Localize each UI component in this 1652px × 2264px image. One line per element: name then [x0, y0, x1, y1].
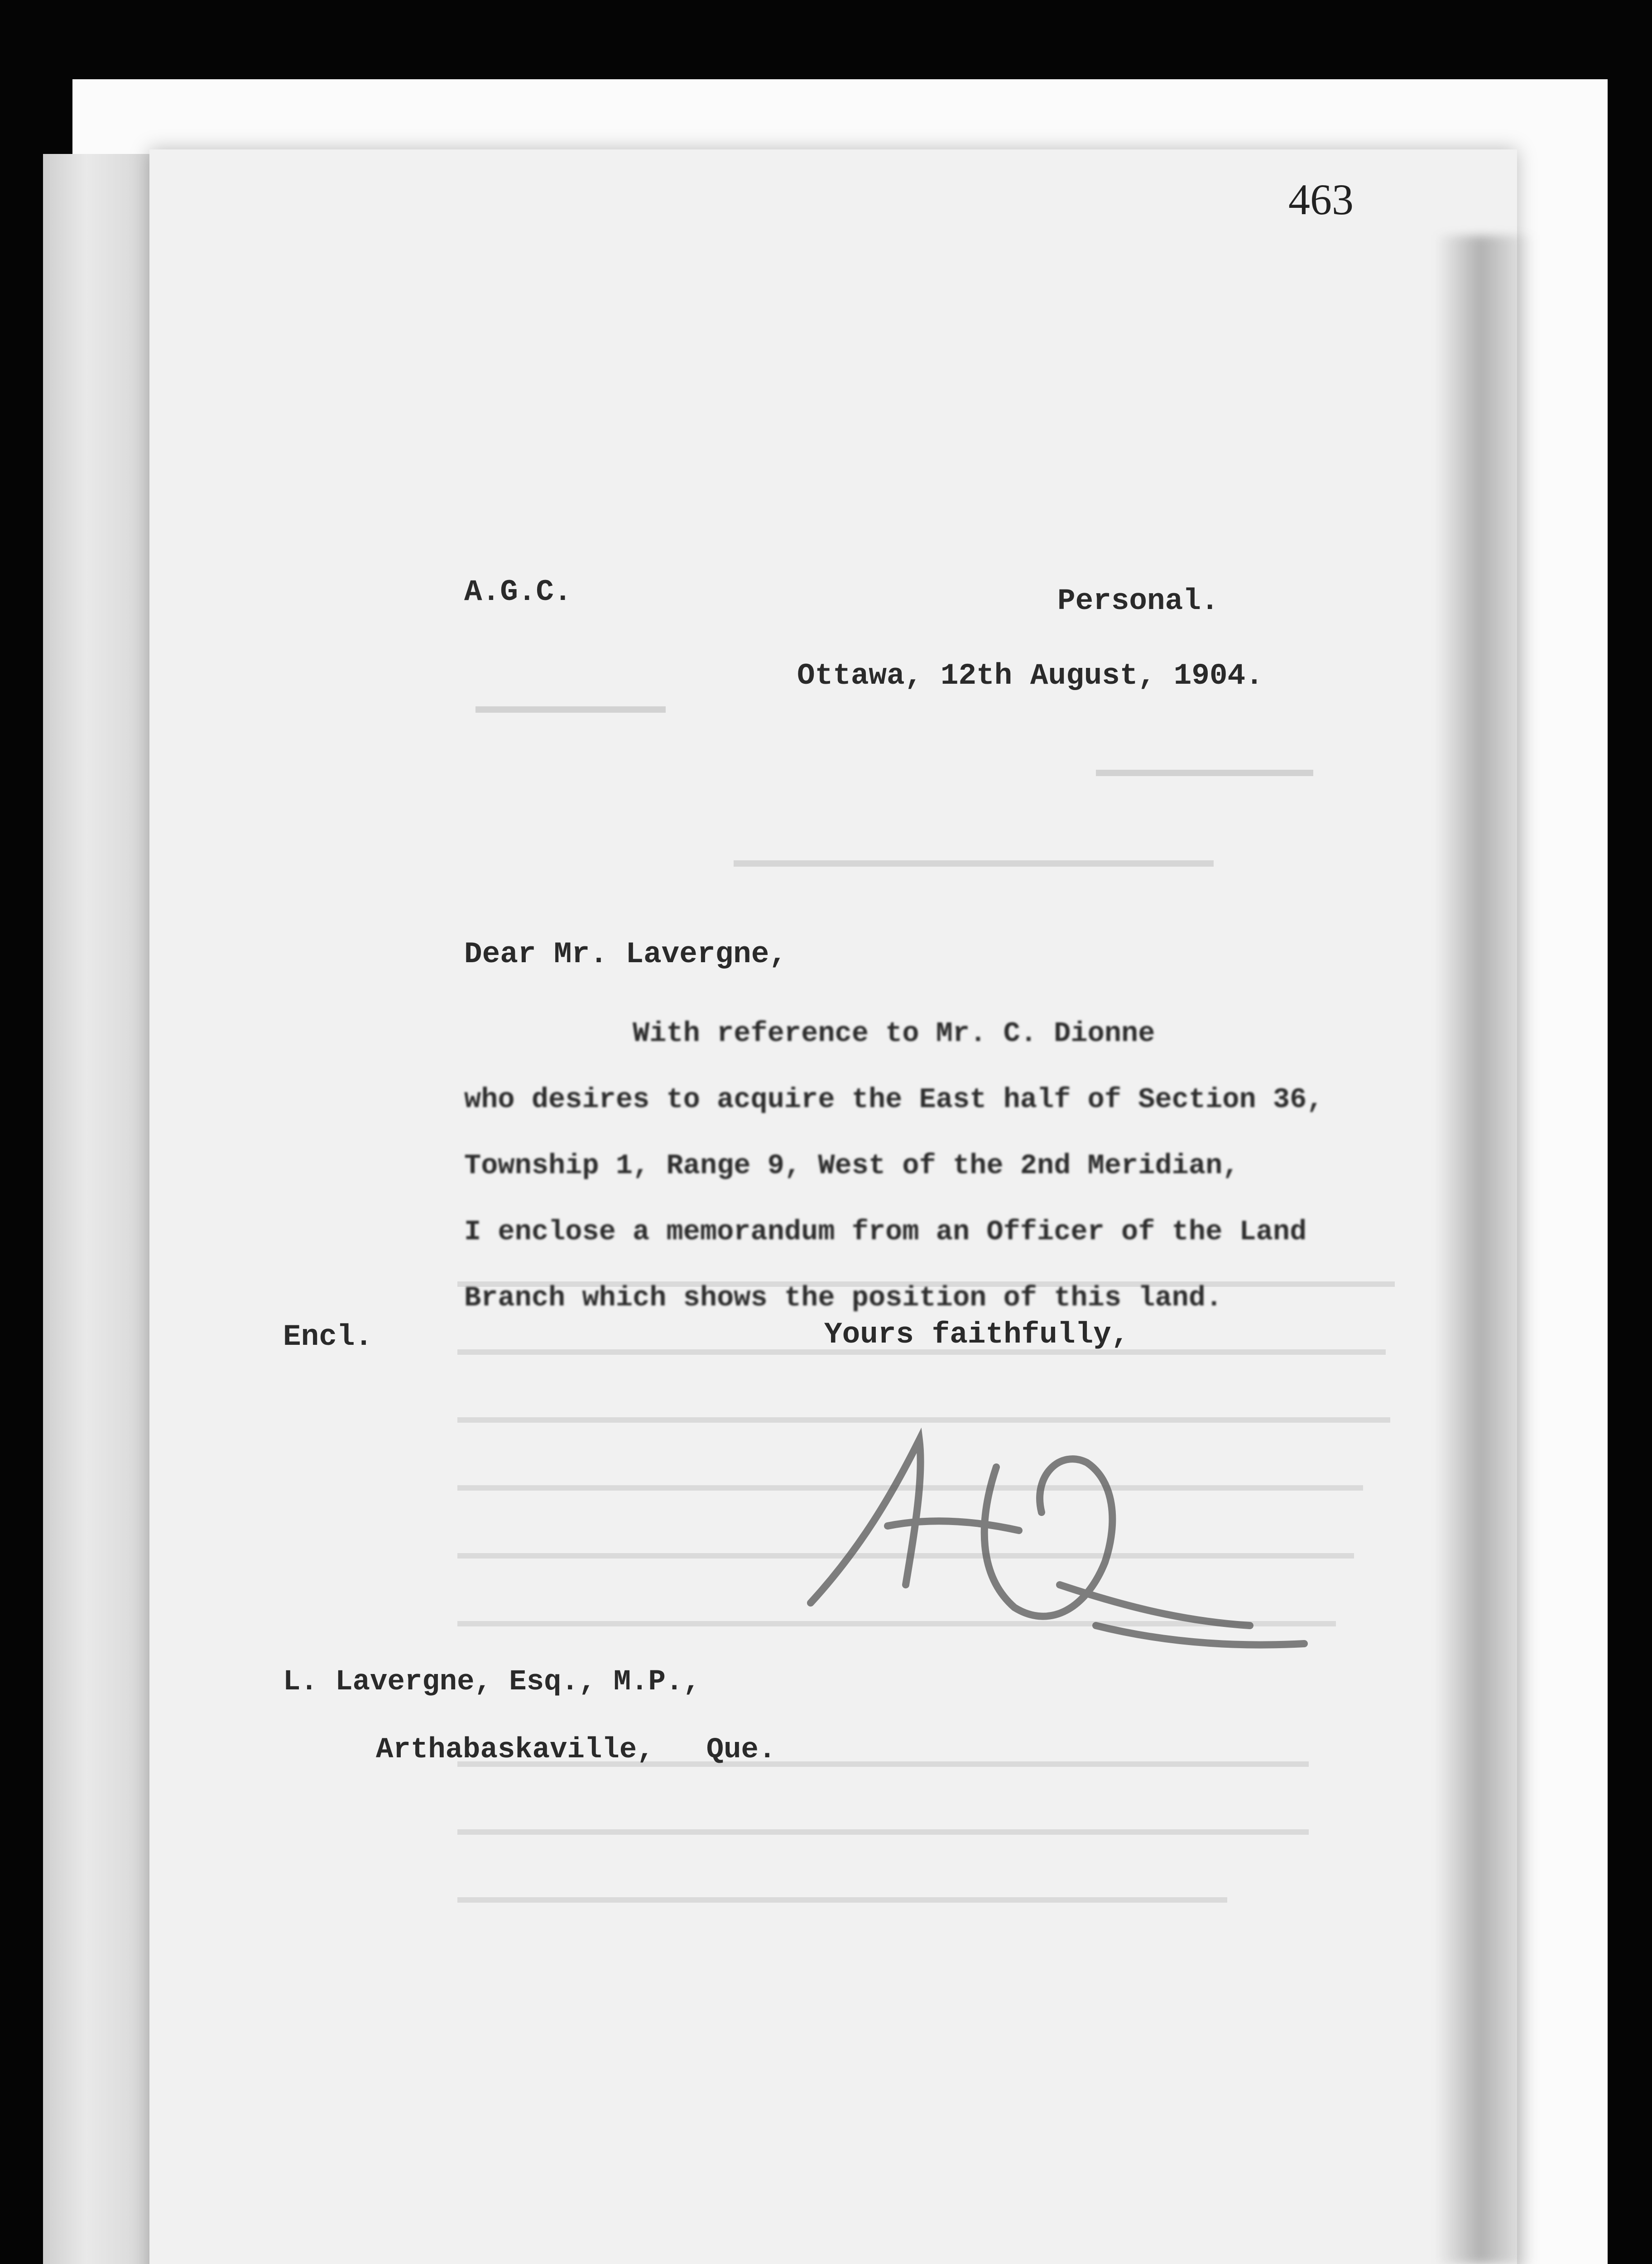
closing: Yours faithfully,	[824, 1318, 1129, 1352]
letter-body	[464, 1001, 1447, 1331]
bleed-through-mark	[457, 1829, 1309, 1835]
body-line: Township 1, Range 9, West of the 2nd Meridian,	[464, 1150, 1239, 1182]
recipient-address: Arthabaskaville, Que.	[376, 1734, 776, 1766]
bleed-through-mark	[1096, 770, 1313, 776]
classification-mark: Personal.	[1057, 584, 1219, 618]
recipient-block	[283, 1648, 776, 1784]
salutation: Dear Mr. Lavergne,	[464, 937, 787, 971]
body-line: I enclose a memorandum from an Officer of the Land	[464, 1216, 1307, 1248]
page-number: 463	[1288, 175, 1354, 224]
bleed-through-mark	[734, 860, 1214, 867]
page-fold-shadow	[1436, 235, 1535, 2264]
binding-strip	[43, 154, 152, 2264]
recipient-name: L. Lavergne, Esq., M.P.,	[283, 1666, 701, 1698]
enclosure-note: Encl.	[283, 1320, 373, 1354]
body-line: With reference to Mr. C. Dionne	[464, 1017, 1155, 1050]
reference-initials: A.G.C.	[464, 575, 572, 609]
bleed-through-mark	[457, 1897, 1227, 1903]
body-line: Branch which shows the position of this land.	[464, 1282, 1223, 1314]
bleed-through-mark	[475, 706, 666, 713]
handwritten-signature	[743, 1413, 1377, 1684]
body-line: who desires to acquire the East half of Section 36,	[464, 1084, 1324, 1116]
dateline: Ottawa, 12th August, 1904.	[797, 659, 1263, 693]
